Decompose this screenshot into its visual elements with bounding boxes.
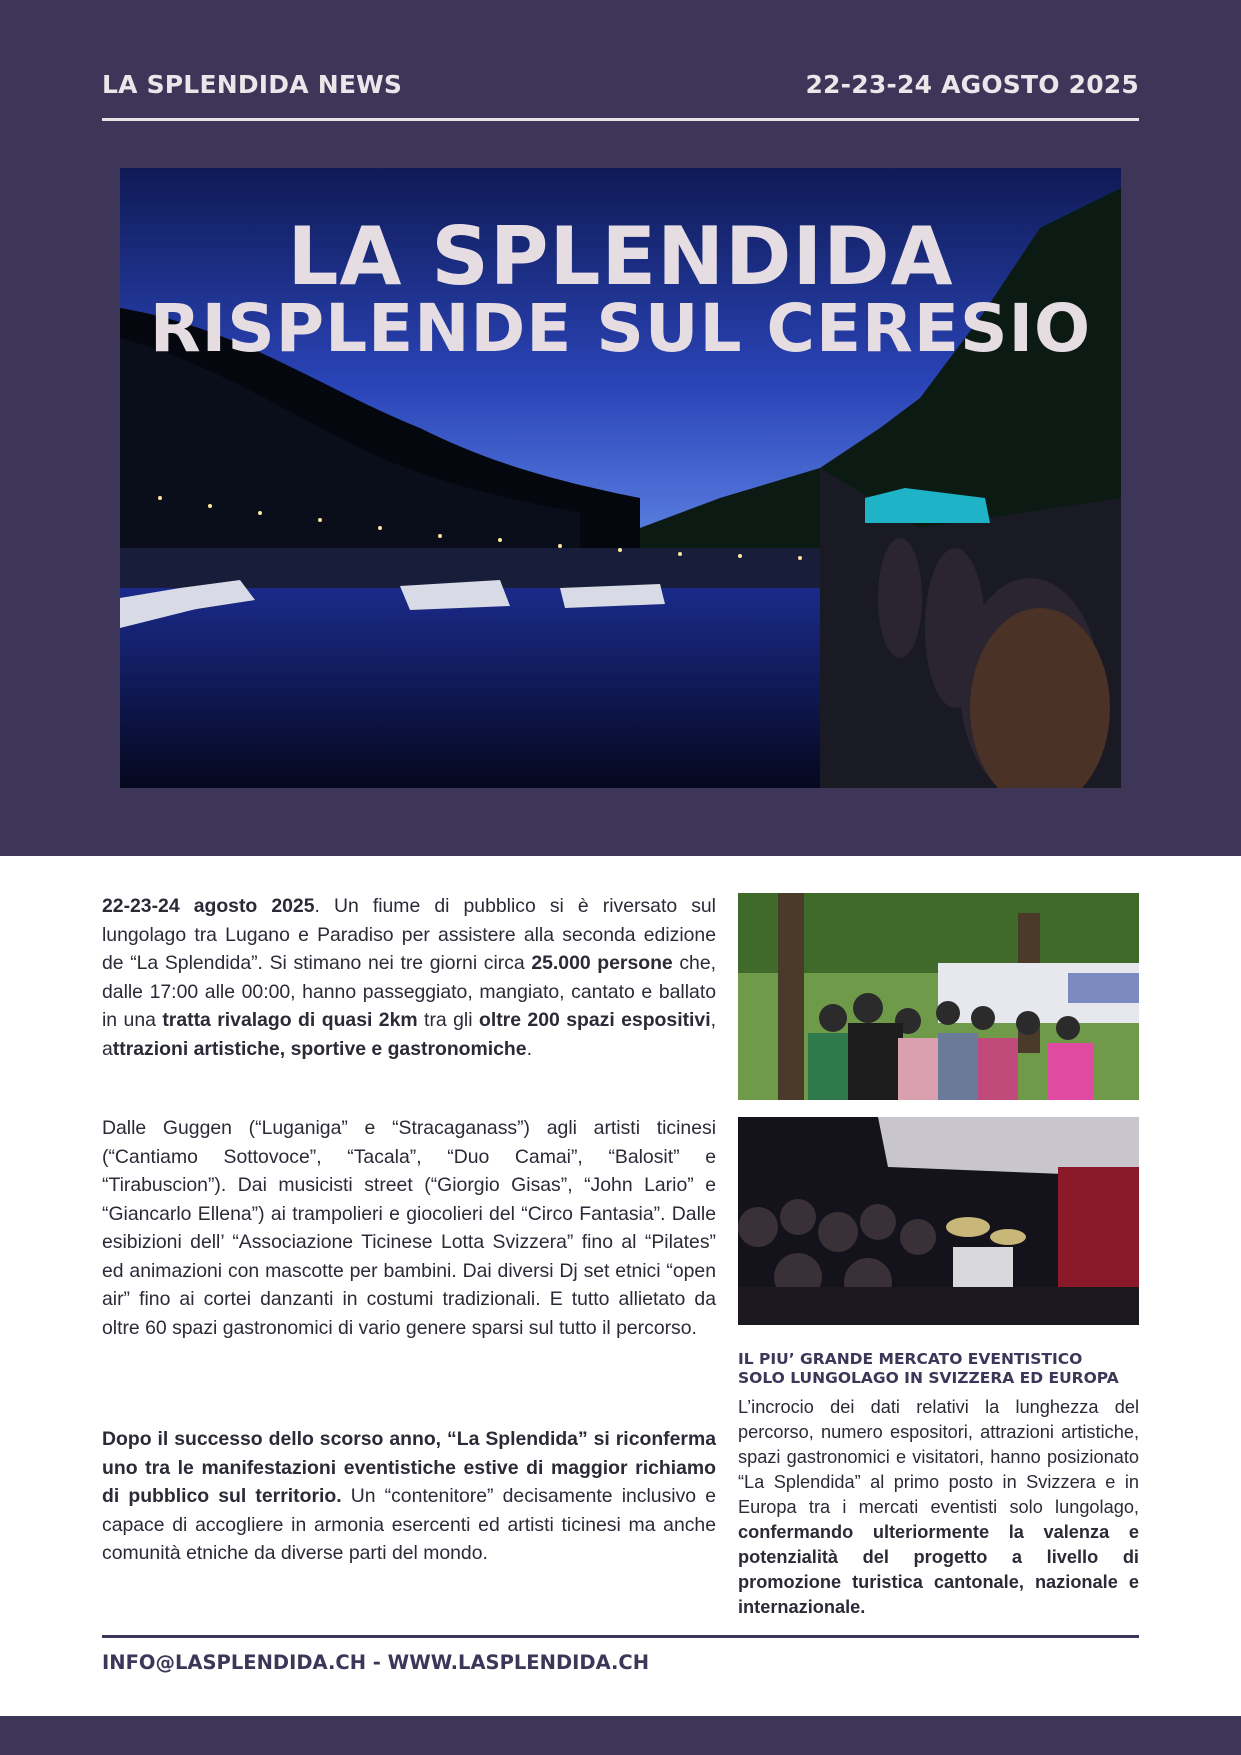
text-run: , a xyxy=(102,1009,716,1060)
sidebar-text xyxy=(738,1395,1139,1620)
edition-dates: 22-23-24 AGOSTO 2025 xyxy=(805,70,1139,99)
text-run: che, dalle 17:00 alle 00:00, hanno passeggiato, mangiato, cantato e ballato in una xyxy=(102,952,716,1031)
text-run: Un “contenitore” decisamente inclusivo e capace di accogliere in armonia esercenti ed artisti ticinesi ma anche comunità etniche da diverse parti del mondo. xyxy=(102,1485,716,1564)
sidebar-heading-line2: SOLO LUNGOLAGO IN SVIZZERA ED EUROPA xyxy=(738,1369,1119,1387)
hero-photo xyxy=(120,168,1121,788)
publication-name: LA SPLENDIDA NEWS xyxy=(102,70,403,99)
article-paragraph-2: Dalle Guggen (“Luganiga” e “Stracaganass”) agli artisti ticinesi (“Cantiamo Sottovoce”, “Tacala”, “Duo Camai”, “Balosit” e “Tirabuscion”). Dai musicisti street (“Giorgio Gisas”, “John Lario” e “Giancarlo Ellena”) ai trampolieri e giocolieri del “Circo Fantasia”. Dalle esibizioni dell’ “Associazione Ticinese Lotta Svizzera” fino al “Pilates” ed animazioni con mascotte per bambini. Dai diversi Dj set etnici “open air” fino ai cortei danzanti in costumi tradizionali. E tutto allietato da oltre 60 spazi gastronomici di vario genere sparsi sul tutto il percorso. xyxy=(102,1117,716,1339)
highlight-exhibitors: oltre 200 spazi espositivi xyxy=(478,1009,711,1031)
article-paragraph-3 xyxy=(102,1425,716,1568)
footer-contact: INFO@LASPLENDIDA.CH - WWW.LASPLENDIDA.CH xyxy=(102,1651,650,1674)
hero-title-line1: LA SPLENDIDA xyxy=(287,210,954,303)
hero-title-line2: RISPLENDE SUL CERESIO xyxy=(149,290,1092,367)
highlight-visitors: 25.000 persone xyxy=(531,952,673,974)
article-date-lead: 22-23-24 agosto 2025 xyxy=(102,895,315,917)
footer-divider xyxy=(102,1635,1139,1638)
sidebar-heading xyxy=(738,1350,1148,1388)
article-paragraph-1 xyxy=(102,892,716,1063)
text-run: tra gli xyxy=(417,1009,479,1031)
market-crowd-photo xyxy=(738,893,1139,1100)
night-concert-photo xyxy=(738,1117,1139,1325)
sidebar-highlight: confermando ulteriormente la valenza e potenzialità del progetto a livello di promozione turistica cantonale, nazionale e internazionale. xyxy=(738,1522,1139,1617)
text-run: . Un fiume di pubblico si è riversato sul lungolago tra Lugano e Paradiso per assistere alla seconda edizione de “La Splendida”. Si stimano nei tre giorni circa xyxy=(102,895,716,974)
highlight-success: Dopo il successo dello scorso anno, “La Splendida” si riconferma uno tra le manifestazioni eventistiche estive di maggior richiamo di pubblico sul territorio. xyxy=(102,1428,716,1507)
highlight-attractions: ttrazioni artistiche, sportive e gastronomiche xyxy=(112,1037,527,1060)
text-run: L’incrocio dei dati relativi la lunghezza del percorso, numero espositori, attrazioni artistiche, spazi gastronomici e visitatori, hanno posizionato “La Splendida” al primo posto in Svizzera e in Europa tra i mercati eventisti solo lungolago, xyxy=(738,1397,1139,1517)
sidebar-heading-line1: IL PIU’ GRANDE MERCATO EVENTISTICO xyxy=(738,1350,1083,1368)
text-run: . xyxy=(526,1037,532,1060)
highlight-route: tratta rivalago di quasi 2km xyxy=(162,1009,418,1031)
header-divider xyxy=(102,118,1139,121)
footer-band xyxy=(0,1716,1241,1755)
